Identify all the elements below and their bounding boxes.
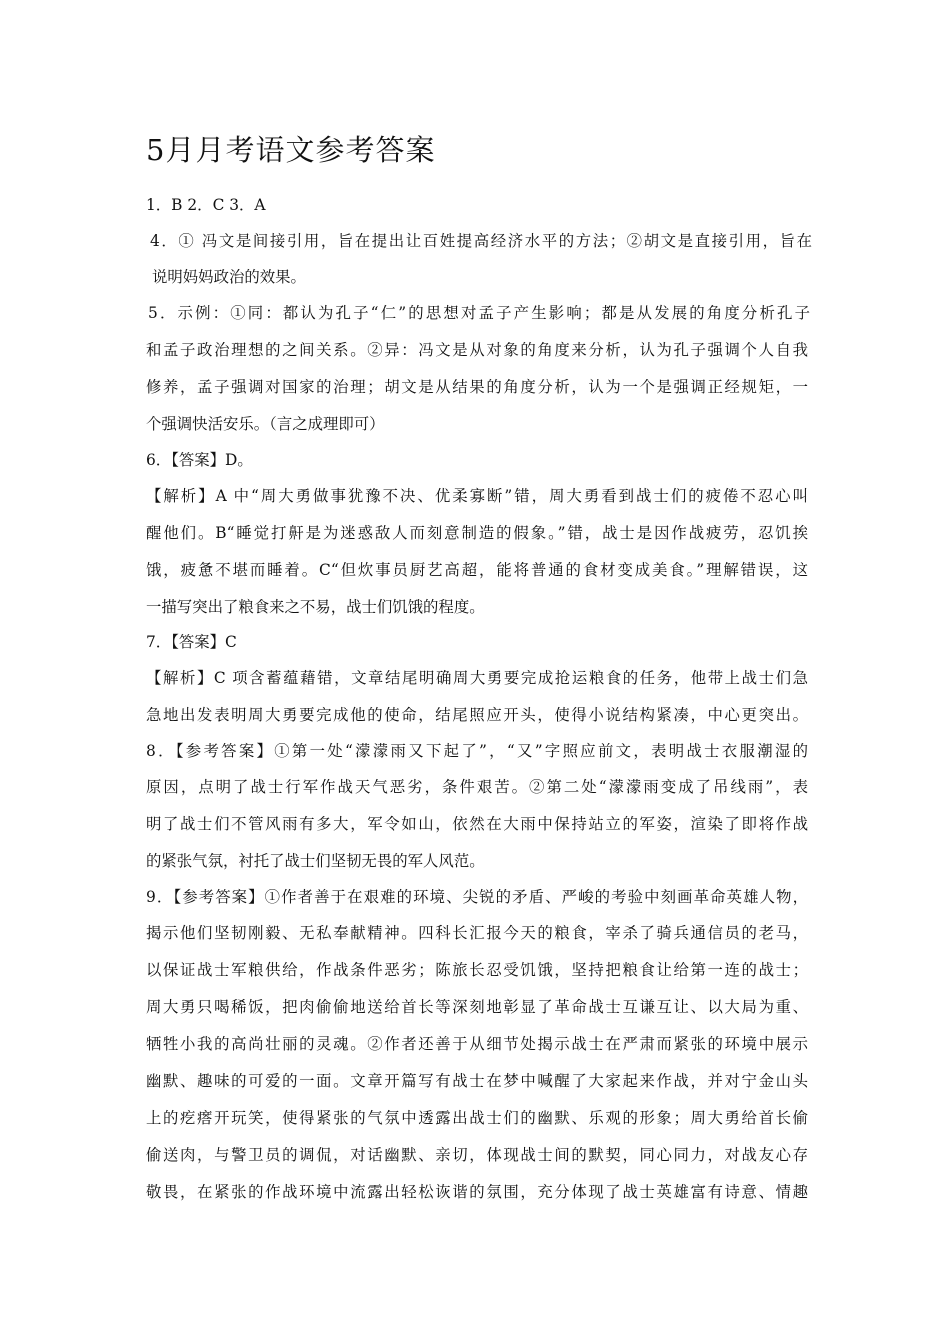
line-q9-h: 偷送肉，与警卫员的调侃，对话幽默、亲切，体现战士间的默契，同心同力，对战友心存 — [146, 1146, 808, 1164]
document-title: 5月月考语文参考答案 — [146, 133, 436, 167]
line-q5-b: 和孟子政治理想的之间关系。②异：冯文是从对象的角度来分析，认为孔子强调个人自我 — [146, 341, 808, 359]
line-q9-b: 揭示他们坚韧刚毅、无私奉献精神。四科长汇报今天的粮食，宰杀了骑兵通信员的老马， — [146, 924, 808, 942]
line-q6-analysis-b: 醒他们。B“睡觉打鼾是为迷惑敌人而刻意制造的假象。”错，战士是因作战疲劳，忍饥挨 — [146, 524, 808, 542]
line-answers-1-3: 1．B 2．C 3．A — [146, 196, 266, 214]
line-q7-analysis-a: 【解析】C 项含蓄蕴藉错，文章结尾明确周大勇要完成抢运粮食的任务，他带上战士们急 — [146, 669, 808, 687]
line-q8-c: 明了战士们不管风雨有多大，军令如山，依然在大雨中保持站立的军姿，渲染了即将作战 — [146, 815, 808, 833]
line-q6-analysis-c: 饿，疲惫不堪而睡着。C“但炊事员厨艺高超，能将普通的食材变成美食。”理解错误，这 — [146, 561, 808, 579]
line-q7-analysis-b: 急地出发表明周大勇要完成他的使命，结尾照应开头，使得小说结构紧凑，中心更突出。 — [146, 706, 808, 724]
line-q9-i: 敬畏，在紧张的作战环境中流露出轻松诙谐的氛围，充分体现了战士英雄富有诗意、情趣 — [146, 1183, 808, 1201]
line-q6-analysis-d: 一描写突出了粮食来之不易，战士们饥饿的程度。 — [146, 598, 485, 616]
line-q9-e: 牺牲小我的高尚壮丽的灵魂。②作者还善于从细节处揭示战士在严肃而紧张的环境中展示 — [146, 1035, 808, 1053]
line-q9-g: 上的疙瘩开玩笑，使得紧张的气氛中透露出战士们的幽默、乐观的形象；周大勇给首长偷 — [146, 1109, 808, 1127]
line-q5-a: 5．示例：①同：都认为孔子“仁”的思想对孟子产生影响；都是从发展的角度分析孔子 — [148, 304, 810, 322]
line-q9-d: 周大勇只喝稀饭，把肉偷偷地送给首长等深刻地彰显了革命战士互谦互让、以大局为重、 — [146, 998, 808, 1016]
line-q4-b: 说明妈妈政治的效果。 — [152, 268, 306, 286]
line-q8-a: 8．【参考答案】①第一处“濛濛雨又下起了”，“又”字照应前文，表明战士衣服潮湿的 — [146, 742, 808, 760]
line-q8-d: 的紧张气氛，衬托了战士们坚韧无畏的军人风范。 — [146, 852, 485, 870]
line-q6-answer: 6．【答案】D。 — [146, 451, 253, 469]
line-q9-a: 9．【参考答案】①作者善于在艰难的环境、尖锐的矛盾、严峻的考验中刻画革命英雄人物， — [146, 888, 808, 906]
line-q5-c: 修养，孟子强调对国家的治理；胡文是从结果的角度分析，认为一个是强调正经规矩，一 — [146, 378, 808, 396]
line-q7-answer: 7．【答案】C — [146, 633, 237, 651]
line-q9-f: 幽默、趣味的可爱的一面。文章开篇写有战士在梦中喊醒了大家起来作战，并对宁金山头 — [146, 1072, 808, 1090]
line-q8-b: 原因，点明了战士行军作战天气恶劣，条件艰苦。②第二处“濛濛雨变成了吊线雨”，表 — [146, 778, 808, 796]
line-q6-analysis-a: 【解析】A 中“周大勇做事犹豫不决、优柔寡断”错，周大勇看到战士们的疲倦不忍心叫 — [146, 487, 808, 505]
line-q5-d: 个强调快活安乐。（言之成理即可） — [146, 415, 385, 433]
line-q9-c: 以保证战士军粮供给，作战条件恶劣；陈旅长忍受饥饿，坚持把粮食让给第一连的战士； — [146, 961, 808, 979]
line-q4-a: 4．① 冯文是间接引用，旨在提出让百姓提高经济水平的方法；②胡文是直接引用，旨在 — [150, 232, 812, 250]
